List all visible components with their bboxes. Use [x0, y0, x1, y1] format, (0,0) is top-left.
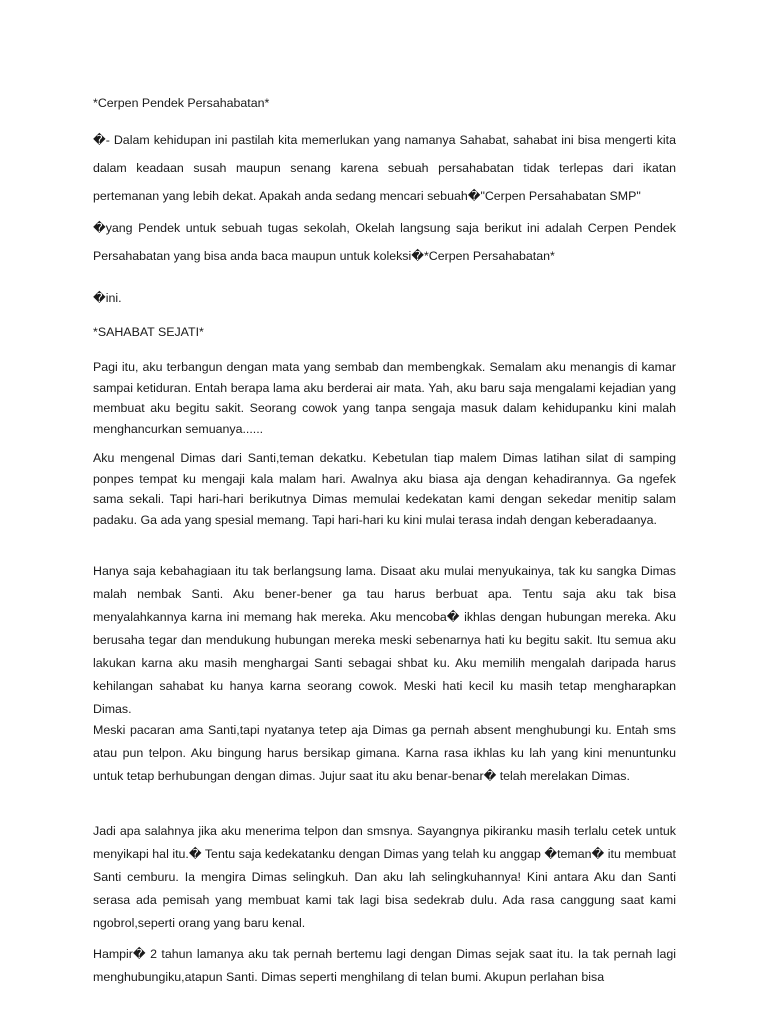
document-title: *Cerpen Pendek Persahabatan*: [93, 96, 270, 110]
intro-paragraph: �ini.: [93, 291, 122, 305]
story-paragraph: Jadi apa salahnya jika aku menerima telpon dan smsnya. Sayangnya pikiranku masih terlalu cetek untuk menyikapi hal itu.� Tentu saja kedekatanku dengan Dimas yang telah ku anggap �teman� itu membuat Santi cemburu. Ia mengira Dimas selingkuh. Dan aku lah selingkuhannya! Kini antara Aku dan Santi serasa ada pemisah yang membuat kami tak lagi bisa sedekrab dulu. Ada rasa canggung saat kami ngobrol,seperti orang yang baru kenal.: [93, 824, 676, 930]
story-title: *SAHABAT SEJATI*: [93, 325, 204, 339]
story-paragraph: Hampir� 2 tahun lamanya aku tak pernah bertemu lagi dengan Dimas sejak saat itu. Ia tak pernah lagi menghubungiku,atapun Santi. Dimas seperti menghilang di telan bumi. Akupun perlahan bisa: [93, 947, 676, 984]
story-paragraph: Hanya saja kebahagiaan itu tak berlangsung lama. Disaat aku mulai menyukainya, tak ku sangka Dimas malah nembak Santi. Aku bener-bener ga tau harus berbuat apa. Tentu saja aku tak bisa menyalahkannya karna ini memang hak mereka. Aku mencoba� ikhlas dengan hubungan mereka. Aku berusaha tegar dan mendukung hubungan mereka meski sebenarnya hati ku begitu sakit. Itu semua aku lakukan karna aku masih menghargai Santi sebagai shbat ku. Aku memilih mengalah daripada harus kehilangan sahabat ku hanya karna seorang cowok. Meski hati kecil ku masih tetap mengharapkan Dimas.: [93, 564, 676, 716]
story-paragraph: Pagi itu, aku terbangun dengan mata yang sembab dan membengkak. Semalam aku menangis di kamar sampai ketiduran. Entah berapa lama aku berderai air mata. Yah, aku baru saja mengalami kejadian yang membuat aku begitu sakit. Seorang cowok yang tanpa sengaja masuk dalam kehidupanku kini malah menghancurkan semuanya......: [93, 360, 676, 436]
intro-paragraph: �yang Pendek untuk sebuah tugas sekolah, Okelah langsung saja berikut ini adalah Cerpen Pendek Persahabatan yang bisa anda baca maupun untuk koleksi�*Cerpen Persahabatan*: [93, 221, 676, 263]
intro-paragraph: �- Dalam kehidupan ini pastilah kita memerlukan yang namanya Sahabat, sahabat ini bisa mengerti kita dalam keadaan susah maupun senang karena sebuah persahabatan tidak terlepas dari ikatan pertemanan yang lebih dekat. Apakah anda sedang mencari sebuah�"Cerpen Persahabatan SMP": [93, 133, 676, 203]
story-paragraph: Aku mengenal Dimas dari Santi,teman dekatku. Kebetulan tiap malem Dimas latihan silat di samping ponpes tempat ku mengaji kala malam hari. Awalnya aku biasa aja dengan kehadirannya. Ga ngefek sama sekali. Tapi hari-hari berikutnya Dimas memulai kedekatan kami dengan sekedar menitip salam padaku. Ga ada yang spesial memang. Tapi hari-hari ku kini mulai terasa indah dengan keberadaanya.: [93, 451, 676, 527]
story-paragraph: Meski pacaran ama Santi,tapi nyatanya tetep aja Dimas ga pernah absent menghubungi ku. Entah sms atau pun telpon. Aku bingung harus bersikap gimana. Karna rasa ikhlas ku lah yang kini menuntunku untuk tetap berhubungan dengan dimas. Jujur saat itu aku benar-benar� telah merelakan Dimas.: [93, 723, 676, 783]
